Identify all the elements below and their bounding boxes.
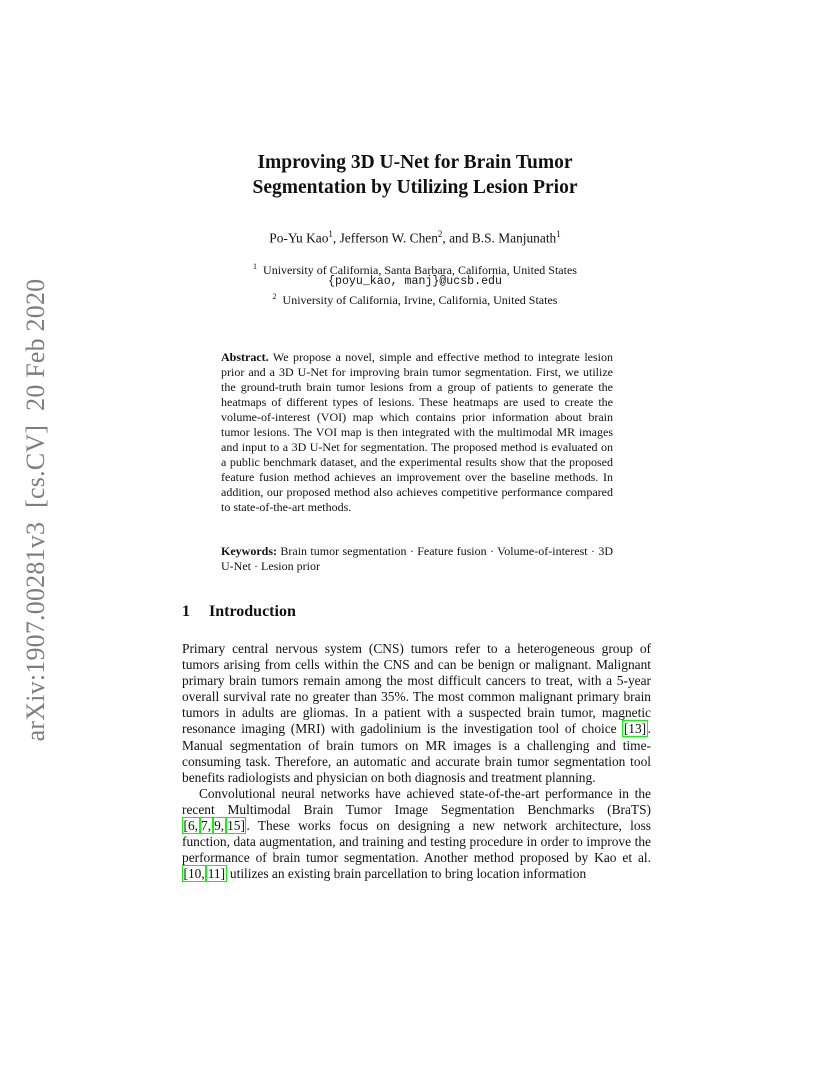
author-list — [180, 229, 650, 246]
author-affiliation-mark: 2 — [437, 229, 443, 239]
title-line-1: Improving 3D U-Net for Brain Tumor — [257, 152, 573, 173]
author-name: B.S. Manjunath — [471, 230, 557, 246]
citation-link[interactable]: [13] — [623, 721, 647, 737]
arxiv-date: 20 Feb 2020 — [21, 278, 50, 411]
abstract-text: We propose a novel, simple and effective method to integrate lesion prior and a 3D U-Net for improving brain tumor segmentation. First, we utilize the ground-truth brain tumor lesions from a group of patients to generate the heatmaps of different types of lesions. These heatmaps are used to create the volume-of-interest (VOI) map which contains prior information about brain tumor lesions. The VOI map is then integrated with the multimodal MR images and input to a 3D U-Net for segmentation. The proposed method is evaluated on a public benchmark dataset, and the experimental results show that the proposed feature fusion method achieves an improvement over the baseline methods. In addition, our proposed method also achieves competitive performance compared to state-of-the-art methods. — [221, 350, 613, 514]
author-affiliation-mark: 1 — [328, 229, 333, 239]
paragraph-text: utilizes an existing brain parcellation to bring location information — [226, 866, 587, 882]
affiliation-mark: 2 — [272, 292, 277, 301]
paragraph-text: Convolutional neural networks have achieved state-of-the-art performance in the recent Multimodal Brain Tumor Image Segmentation Benchmarks (BraTS) — [182, 785, 651, 817]
author-separator: , and — [442, 230, 472, 246]
title-line-2: Segmentation by Utilizing Lesion Prior — [252, 177, 578, 198]
affiliation-text: University of California, Santa Barbara, California, United States — [263, 263, 577, 277]
author-separator: , — [332, 230, 340, 246]
arxiv-side-identifier — [22, 270, 50, 750]
arxiv-id: arXiv:1907.00281v3 — [21, 521, 50, 742]
section-heading — [182, 603, 296, 621]
body-text — [182, 641, 651, 882]
author-name: Po-Yu Kao — [269, 230, 329, 246]
author-email: {poyu_kao, manj}@ucsb.edu — [328, 275, 502, 288]
author-affiliation-mark: 1 — [556, 229, 561, 239]
citation-link[interactable]: [6, — [183, 818, 199, 834]
keywords-label: Keywords: — [221, 544, 277, 558]
affiliation-text: University of California, Irvine, California, United States — [282, 293, 558, 307]
paragraph — [182, 786, 651, 883]
citation-link[interactable]: 15] — [227, 818, 245, 834]
abstract — [221, 350, 613, 515]
citation-link[interactable]: 7, — [201, 818, 212, 834]
affiliation-mark: 1 — [253, 262, 258, 271]
citation-link[interactable]: 11] — [207, 866, 226, 882]
citation-link[interactable]: [10, — [183, 866, 205, 882]
paragraph-text: . These works focus on designing a new network architecture, loss function, data augmentation, and training and testing procedure in order to improve the performance of brain tumor segmentation. Another method proposed by Kao et al. — [182, 818, 651, 866]
section-number: 1 — [182, 603, 190, 620]
citation-link[interactable]: 9, — [214, 818, 225, 834]
keywords — [221, 544, 613, 574]
paragraph-text: Primary central nervous system (CNS) tumors refer to a heterogeneous group of tumors arising from cells within the CNS and can be benign or malignant. Malignant primary brain tumors remain among the most difficult cancers to treat, with a 5-year overall survival rate no greater than 35%. The most common malignant primary brain tumors in adults are gliomas. In a patient with a suspected brain tumor, magnetic resonance imaging (MRI) with gadolinium is the investigation tool of choice — [182, 641, 651, 737]
keywords-text: Brain tumor segmentation · Feature fusion · Volume-of-interest · 3D U-Net · Lesion prior — [221, 544, 614, 573]
paper-title — [180, 150, 650, 200]
abstract-label: Abstract. — [221, 350, 269, 364]
author-name: Jefferson W. Chen — [339, 230, 438, 246]
arxiv-category: [cs.CV] — [21, 424, 50, 508]
section-title: Introduction — [209, 603, 296, 620]
paragraph — [182, 641, 651, 786]
affiliation-2 — [180, 289, 650, 308]
paragraph-text: . Manual segmentation of brain tumors on MR images is a challenging and time-consuming task. Therefore, an automatic and accurate brain tumor segmentation tool benefits radiologists and physician on both diagnosis and treatment planning. — [182, 721, 651, 785]
